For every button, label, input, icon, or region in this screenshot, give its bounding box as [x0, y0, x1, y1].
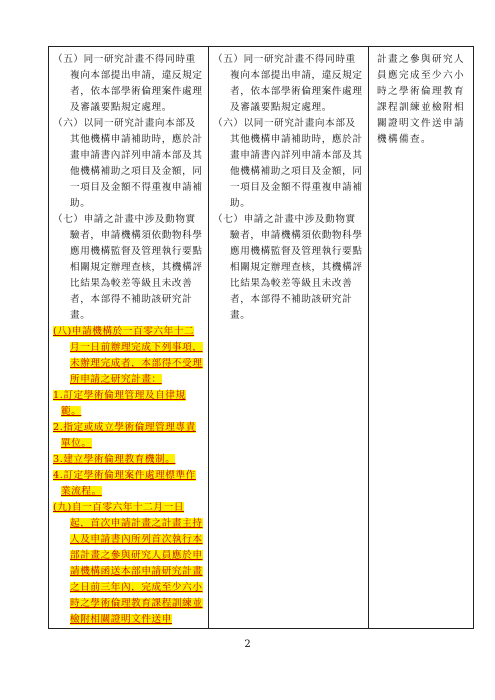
explanation-text: 計畫之參與研究人員應完成至少六小時之學術倫理教育課程訓練並檢附相關證明文件送申請機構備查。 — [377, 54, 465, 145]
item-5-left: （五）同一研究計畫不得同時重複向本部提出申請，違反規定者，依本部學術倫理案件處理及審議要點規定處理。 — [53, 54, 203, 113]
item-7-middle: （七）申請之計畫中涉及動物實驗者，申請機構須依動物科學應用機構監督及管理執行要點相關規定辦理查核，其機構評比結果為較差等級且未改善者，本部得不補助該研究計畫。 — [213, 214, 363, 321]
left-column-cell — [49, 47, 209, 629]
item-5-middle: （五）同一研究計畫不得同時重複向本部提出申請，違反規定者，依本部學術倫理案件處理及審議要點規定處理。 — [213, 54, 363, 113]
highlighted-text: 1.訂定學術倫理管理及自律規範。 — [53, 390, 186, 417]
highlighted-text: 3.建立學術倫理教育機制。 — [53, 454, 176, 465]
item-8-left — [53, 324, 204, 388]
item-8-sub-4 — [53, 468, 204, 500]
comparison-table — [48, 46, 474, 629]
highlighted-text: (九)自一百零六年十二月一日起，首次申請計畫之計畫主持人及申請書內所列首次執行本部計畫之參與研究人員應於申請機構函送本部申請研究計畫之日前三年內，完成至少六小時之學術倫理教育課程訓練並檢附相關證明文件送申 — [53, 502, 203, 625]
item-8-sub-3 — [53, 452, 204, 468]
item-8-sub-1 — [53, 388, 204, 420]
item-6-middle: （六）以同一研究計畫向本部及其他機構申請補助時，應於計畫申請書內詳列申請本部及其他機構補助之項目及金額，同一項目及金額不得重複申請補助。 — [213, 118, 363, 209]
item-8-sub-2 — [53, 420, 204, 452]
right-column-cell — [369, 47, 474, 629]
highlighted-text: (八)申請機構於一百零六年十二月一日前辦理完成下列事項，未辦理完成者，本部得不受理所申請之研究計畫： — [53, 326, 203, 385]
item-6-left: （六）以同一研究計畫向本部及其他機構申請補助時，應於計畫申請書內詳列申請本部及其他機構補助之項目及金額，同一項目及金額不得重複申請補助。 — [53, 118, 203, 209]
table-row — [49, 47, 474, 629]
item-7-left: （七）申請之計畫中涉及動物實驗者，申請機構須依動物科學應用機構監督及管理執行要點相關規定辦理查核，其機構評比結果為較差等級且未改善者，本部得不補助該研究計畫。 — [53, 214, 203, 321]
page-number: 2 — [244, 639, 251, 650]
middle-column-cell — [209, 47, 369, 629]
item-9-left — [53, 500, 204, 628]
highlighted-text: 2.指定或成立學術倫理管理專責單位。 — [53, 422, 196, 449]
highlighted-text: 4.訂定學術倫理案件處理標準作業流程。 — [53, 470, 196, 497]
